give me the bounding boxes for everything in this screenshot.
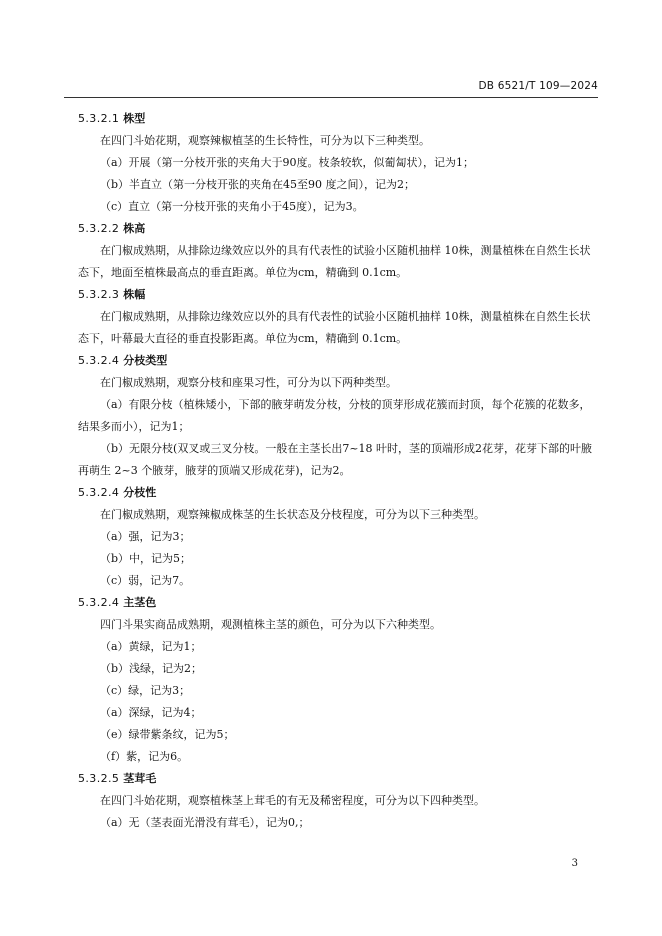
section-number: 5.3.2.2 (78, 222, 120, 235)
list-item: （f）紫，记为6。 (100, 750, 189, 763)
header-rule (64, 97, 598, 98)
list-item: （c）弱，记为7。 (100, 574, 191, 587)
list-item: （a）无（茎表面光滑没有茸毛），记为0,； (100, 816, 310, 829)
list-item: （b）半直立（第一分枝开张的夹角在45至90 度之间），记为2； (100, 178, 416, 191)
section-paragraph: 在四门斗始花期，观察植株茎上茸毛的有无及稀密程度，可分为以下四种类型。 (100, 794, 485, 807)
section-title: 株型 (123, 112, 146, 125)
section-paragraph: 在门椒成熟期，从排除边缘效应以外的具有代表性的试验小区随机抽样 10株，测量植株在自然生长状态下，地面至植株最高点的垂直距离。单位为cm，精确到 0.1cm。 (78, 244, 591, 279)
section-title: 茎茸毛 (123, 772, 157, 785)
section-heading (78, 108, 600, 130)
section-number: 5.3.2.5 (78, 772, 120, 785)
list-item: （a）有限分枝（植株矮小，下部的腋芽萌发分枝，分枝的顶芽形成花簇而封顶，每个花簇的花数多，结果多而小），记为1； (78, 398, 591, 433)
document-id-header: DB 6521/T 109—2024 (478, 80, 598, 92)
section-heading (78, 218, 600, 240)
list-item: （b）中，记为5； (100, 552, 192, 565)
list-item: （b）浅绿，记为2； (100, 662, 203, 675)
section-paragraph: 在门椒成熟期，从排除边缘效应以外的具有代表性的试验小区随机抽样 10株，测量植株在自然生长状态下，叶幕最大直径的垂直投影距离。单位为cm，精确到 0.1cm。 (78, 310, 591, 345)
section-paragraph: 在门椒成熟期，观察分枝和座果习性，可分为以下两种类型。 (100, 376, 397, 389)
list-item: （a）黄绿，记为1； (100, 640, 202, 653)
section-heading (78, 350, 600, 372)
list-item: （c）绿，记为3； (100, 684, 191, 697)
list-item: （c）直立（第一分枝开张的夹角小于45度），记为3。 (100, 200, 364, 213)
section-number: 5.3.2.4 (78, 354, 120, 367)
section-heading (78, 768, 600, 790)
section-number: 5.3.2.3 (78, 288, 120, 301)
section-paragraph: 四门斗果实商品成熟期，观测植株主茎的颜色，可分为以下六种类型。 (100, 618, 441, 631)
section-heading (78, 284, 600, 306)
section-title: 分枝类型 (123, 354, 168, 367)
section-paragraph: 在门椒成熟期，观察辣椒成株茎的生长状态及分枝程度，可分为以下三种类型。 (100, 508, 485, 521)
list-item: （b）无限分枝(双叉或三叉分枝。一般在主茎长出7~18 叶时，茎的顶端形成2花芽，花芽下部的叶腋再萌生 2~3 个腋芽，腋芽的顶端又形成花芽)，记为2。 (78, 442, 593, 477)
section-number: 5.3.2.1 (78, 112, 120, 125)
section-title: 分枝性 (123, 486, 157, 499)
list-item: （a）强，记为3； (100, 530, 191, 543)
list-item: （e）绿带紫条纹，记为5； (100, 728, 235, 741)
page-number: 3 (571, 858, 578, 869)
section-title: 株幅 (123, 288, 146, 301)
section-paragraph: 在四门斗始花期，观察辣椒植茎的生长特性，可分为以下三种类型。 (100, 134, 430, 147)
section-number: 5.3.2.4 (78, 486, 120, 499)
section-number: 5.3.2.4 (78, 596, 120, 609)
list-item: （a）深绿，记为4； (100, 706, 202, 719)
section-heading (78, 592, 600, 614)
list-item: （a）开展（第一分枝开张的夹角大于90度。枝条较软，似葡匐状），记为1； (100, 156, 475, 169)
section-title: 主茎色 (123, 596, 157, 609)
section-title: 株高 (123, 222, 146, 235)
document-body (78, 108, 600, 834)
section-heading (78, 482, 600, 504)
